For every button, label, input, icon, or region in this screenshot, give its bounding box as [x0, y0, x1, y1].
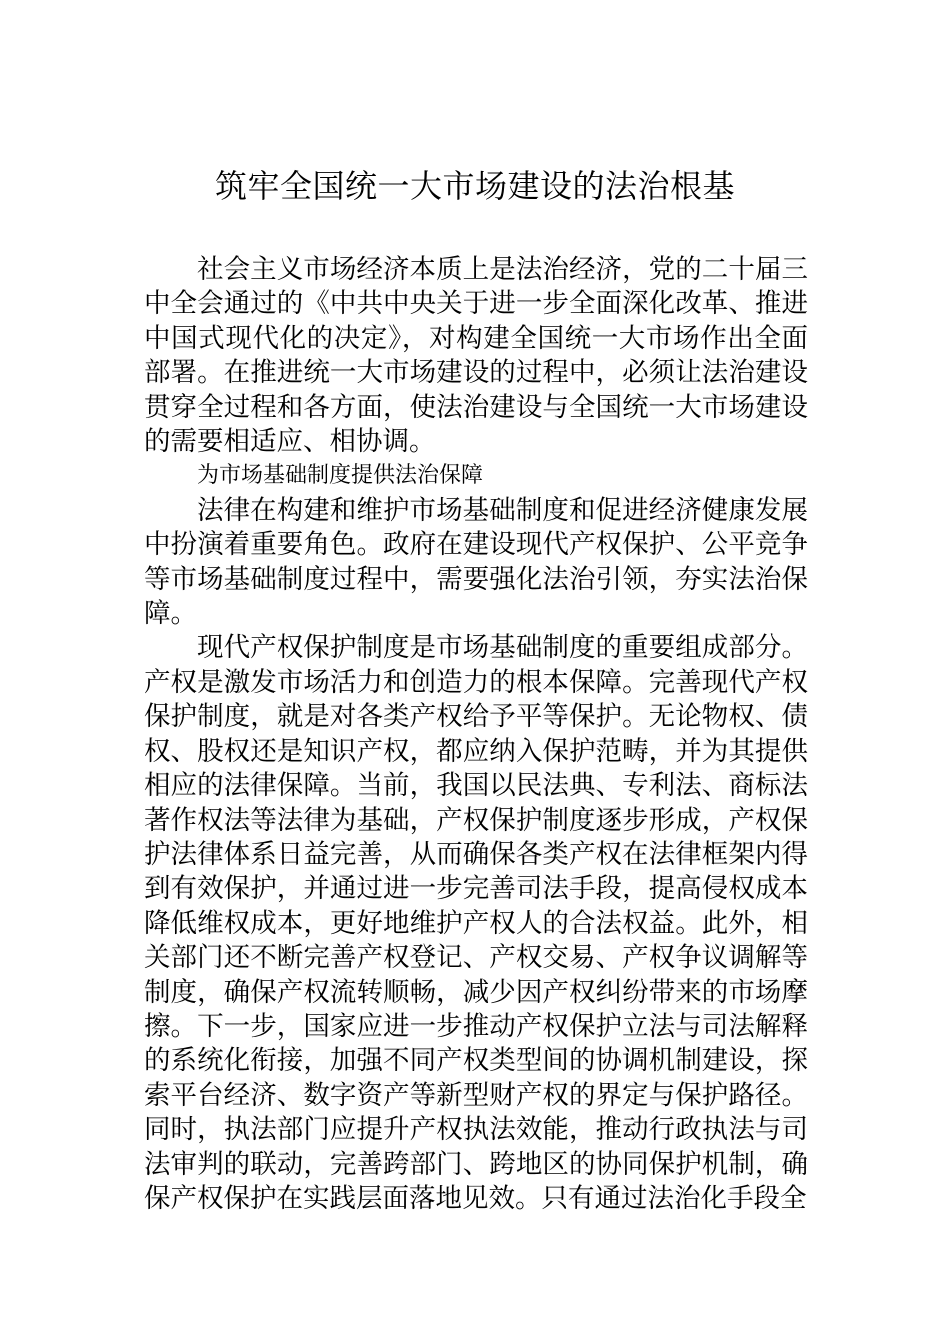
paragraph-law-role: 法律在构建和维护市场基础制度和促进经济健康发展中扮演着重要角色。政府在建设现代产权保护、公平竞争等市场基础制度过程中，需要强化法治引领，夯实法治保障。: [144, 494, 808, 630]
document-body: [144, 253, 808, 1216]
paragraph-intro: 社会主义市场经济本质上是法治经济，党的二十届三中全会通过的《中共中央关于进一步全面深化改革、推进中国式现代化的决定》，对构建全国统一大市场作出全面部署。在推进统一大市场建设的过程中，必须让法治建设贯穿全过程和各方面，使法治建设与全国统一大市场建设的需要相适应、相协调。: [144, 254, 808, 458]
section-heading: 为市场基础制度提供法治保障: [197, 463, 484, 489]
paragraph-property-rights: 现代产权保护制度是市场基础制度的重要组成部分。产权是激发市场活力和创造力的根本保障。完善现代产权保护制度，就是对各类产权给予平等保护。无论物权、债权、股权还是知识产权，都应纳入保护范畴，并为其提供相应的法律保障。当前，我国以民法典、专利法、商标法著作权法等法律为基础，产权保护制度逐步形成，产权保护法律体系日益完善，从而确保各类产权在法律框架内得到有效保护，并通过进一步完善司法手段，提高侵权成本降低维权成本，更好地维护产权人的合法权益。此外，相关部门还不断完善产权登记、产权交易、产权争议调解等制度，确保产权流转顺畅，减少因产权纠纷带来的市场摩擦。下一步，国家应进一步推动产权保护立法与司法解释的系统化衔接，加强不同产权类型间的协调机制建设，探索平台经济、数字资产等新型财产权的界定与保护路径。同时，执法部门应提升产权执法效能，推动行政执法与司法审判的联动，完善跨部门、跨地区的协同保护机制，确保产权保护在实践层面落地见效。只有通过法治化手段全: [144, 632, 808, 1214]
document-title: 筑牢全国统一大市场建设的法治根基: [214, 167, 735, 205]
